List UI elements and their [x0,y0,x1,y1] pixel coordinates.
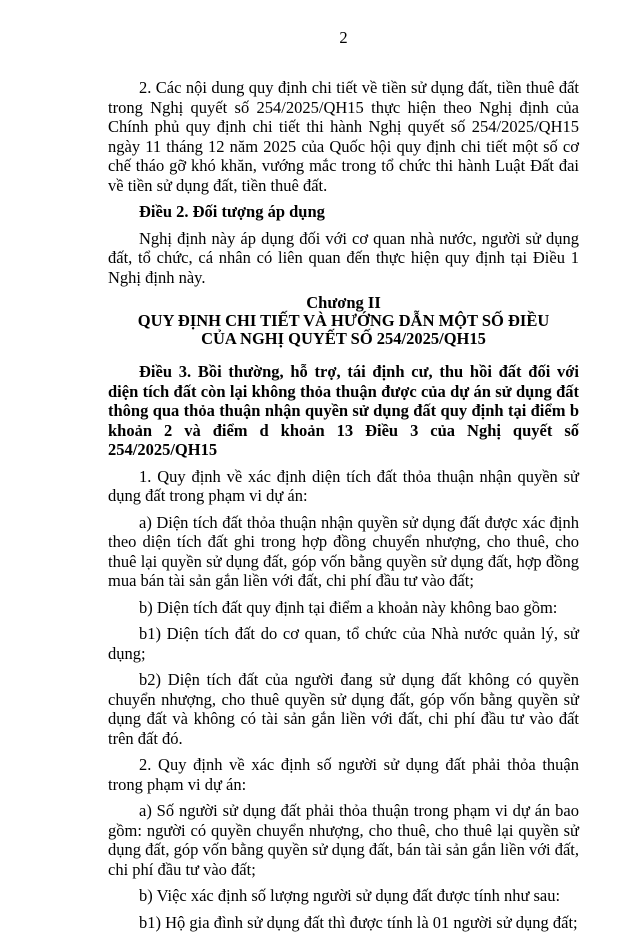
article-3-heading: Điều 3. Bồi thường, hỗ trợ, tái định cư, thu hồi đất đối với diện tích đất còn lại không thỏa thuận được của dự án sử dụng đất thông qua thỏa thuận nhận quyền sử dụng đất quy định tại điểm b khoản 2 và điểm d khoản 13 Điều 3 của Nghị quyết số 254/2025/QH15 [108,362,579,460]
chapter-2-heading [108,294,579,348]
article-3-clause-1b2: b2) Diện tích đất của người đang sử dụng đất không có quyền chuyển nhượng, cho thuê quyền sử dụng đất, góp vốn bằng quyền sử dụng đất và không có tài sản gắn liền với đất, chi phí đầu tư vào đất trên đất đó. [108,670,579,748]
article-3-clause-1a: a) Diện tích đất thỏa thuận nhận quyền sử dụng đất được xác định theo diện tích đất ghi trong hợp đồng chuyển nhượng, cho thuê, cho thuê lại quyền sử dụng đất, góp vốn bằng quyền sử dụng đất, hợp đồng mua bán tài sản gắn liền với đất, chi phí đầu tư vào đất; [108,513,579,591]
article-3-clause-2b: b) Việc xác định số lượng người sử dụng đất được tính như sau: [108,886,579,906]
article-3-clause-1b1: b1) Diện tích đất do cơ quan, tổ chức của Nhà nước quản lý, sử dụng; [108,624,579,663]
article-3-clause-2a: a) Số người sử dụng đất phải thỏa thuận trong phạm vi dự án bao gồm: người có quyền chuyển nhượng, cho thuê, cho thuê lại quyền sử dụng đất, góp vốn bằng quyền sử dụng đất, bán tài sản gắn liền với đất, chi phí đầu tư vào đất; [108,801,579,879]
chapter-2-title-line-1: QUY ĐỊNH CHI TIẾT VÀ HƯỚNG DẪN MỘT SỐ ĐIỀU [108,312,579,330]
paragraph-intro-clause-2: 2. Các nội dung quy định chi tiết về tiền sử dụng đất, tiền thuê đất trong Nghị quyết số 254/2025/QH15 thực hiện theo Nghị định của Chính phủ quy định chi tiết thi hành Nghị quyết số 254/2025/QH15 ngày 11 tháng 12 năm 2025 của Quốc hội quy định chi tiết một số cơ chế tháo gỡ khó khăn, vướng mắc trong tổ chức thi hành Luật Đất đai về tiền sử dụng đất, tiền thuê đất. [108,78,579,195]
article-2-heading: Điều 2. Đối tượng áp dụng [108,202,579,222]
article-3-clause-2: 2. Quy định về xác định số người sử dụng đất phải thỏa thuận trong phạm vi dự án: [108,755,579,794]
chapter-2-title-line-2: CỦA NGHỊ QUYẾT SỐ 254/2025/QH15 [108,330,579,348]
article-3-clause-1: 1. Quy định về xác định diện tích đất thỏa thuận nhận quyền sử dụng đất trong phạm vi dự án: [108,467,579,506]
page-number: 2 [108,28,579,48]
article-2-body: Nghị định này áp dụng đối với cơ quan nhà nước, người sử dụng đất, tổ chức, cá nhân có liên quan đến thực hiện quy định tại Điều 1 Nghị định này. [108,229,579,288]
chapter-2-label: Chương II [108,294,579,312]
article-3-clause-1b: b) Diện tích đất quy định tại điểm a khoản này không bao gồm: [108,598,579,618]
article-3-clause-2b1: b1) Hộ gia đình sử dụng đất thì được tính là 01 người sử dụng đất; [108,913,579,932]
